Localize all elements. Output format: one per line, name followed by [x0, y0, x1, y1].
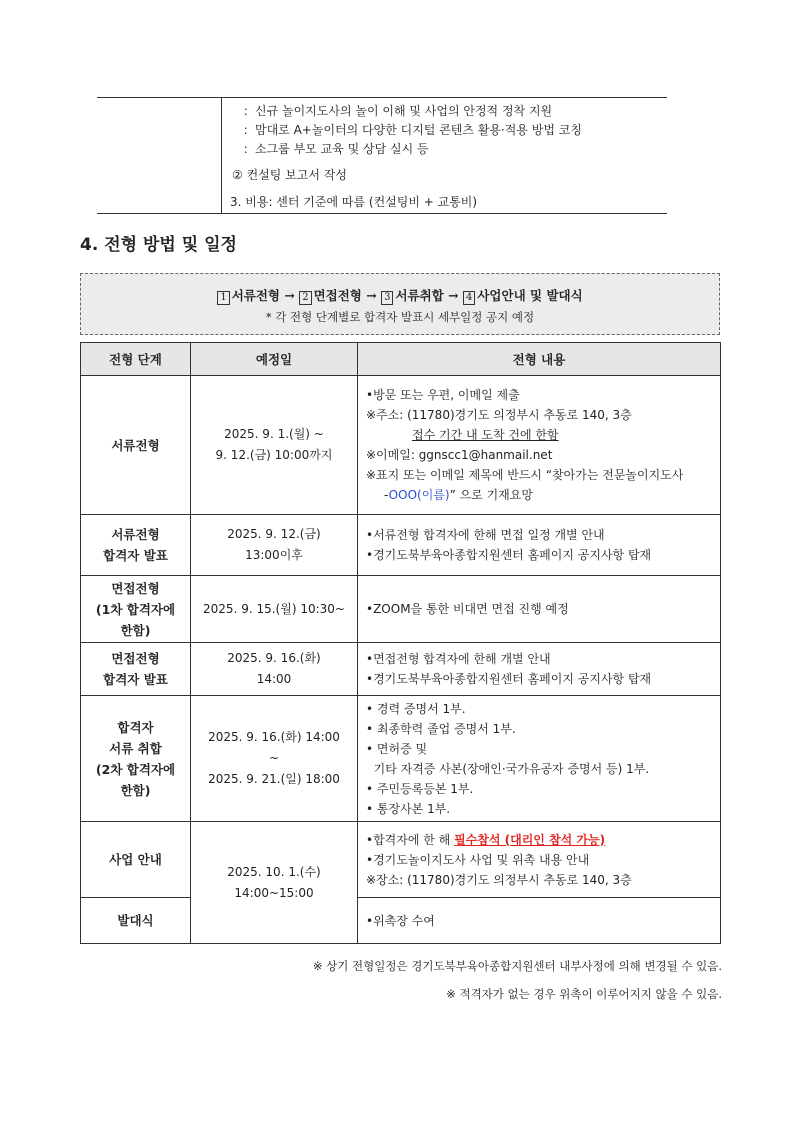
stage-cell: 서류전형: [81, 376, 191, 515]
content-cell: •ZOOM을 통한 비대면 면접 진행 예정: [358, 576, 721, 643]
date-cell: 2025. 9. 16.(화) 14:00: [191, 643, 358, 696]
footnote-schedule-change: ※ 상기 전형일정은 경기도북부육아종합지원센터 내부사정에 의해 변경될 수 있음.: [312, 959, 722, 973]
table-row: [81, 696, 721, 822]
stage-cell: 사업 안내: [81, 822, 191, 898]
header-content: 전형 내용: [358, 343, 721, 376]
process-flow-box: [80, 273, 720, 335]
step-number: 4: [463, 291, 475, 305]
content-cell: •서류전형 합격자에 한해 면접 일정 개별 안내 •경기도북부육아종합지원센터 홈페이지 공지사항 탑재: [358, 515, 721, 576]
content-cell: •방문 또는 우편, 이메일 제출 ※주소: (11780)경기도 의정부시 추동로 140, 3층 접수 기간 내 도착 건에 한함 ※이메일: ggnscc1@hanmail.net ※표지 또는 이메일 제목에 반드시 “찾아가는 전문놀이지도사 -OOO(이름)” 으로 기재요망: [358, 376, 721, 515]
table-row: [81, 822, 721, 898]
table-row: [81, 515, 721, 576]
support-line-2: ：맘대로 A+놀이터의 다양한 디지털 콘텐츠 활용·적용 방법 코칭: [243, 123, 582, 137]
stage-cell: 면접전형 합격자 발표: [81, 643, 191, 696]
table-row: [81, 376, 721, 515]
step-number: 1: [217, 291, 229, 305]
step-label: 서류전형: [231, 288, 280, 303]
table-row: [81, 898, 721, 944]
date-cell: 2025. 9. 1.(월) ~ 9. 12.(금) 10:00까지: [191, 376, 358, 515]
mandatory-attendance: 필수참석 (대리인 참석 가능): [454, 832, 606, 847]
stage-cell: 발대식: [81, 898, 191, 944]
stage-cell: 합격자 서류 취합 (2차 합격자에 한함): [81, 696, 191, 822]
table-row: [81, 643, 721, 696]
stage-cell: 면접전형 (1차 합격자에 한함): [81, 576, 191, 643]
footnote-no-qualified: ※ 적격자가 없는 경우 위촉이 이루어지지 않을 수 있음.: [446, 987, 722, 1001]
date-cell: 2025. 9. 16.(화) 14:00 ~ 2025. 9. 21.(일) 18:00: [191, 696, 358, 822]
section-heading: 4. 전형 방법 및 일정: [80, 235, 237, 255]
support-line-1: ：신규 놀이지도사의 놀이 이해 및 사업의 안정적 정착 지원: [243, 104, 553, 118]
table-row: [81, 576, 721, 643]
process-note: * 각 전형 단계별로 합격자 발표시 세부일정 공지 예정: [265, 310, 535, 324]
date-cell: 2025. 9. 12.(금) 13:00이후: [191, 515, 358, 576]
stage-cell: 서류전형 합격자 발표: [81, 515, 191, 576]
content-cell: •면접전형 합격자에 한해 개별 안내 •경기도북부육아종합지원센터 홈페이지 공지사항 탑재: [358, 643, 721, 696]
schedule-table: [80, 342, 721, 944]
previous-section-table: [97, 97, 667, 214]
step-label: 서류취합: [395, 288, 444, 303]
step-label: 면접전형: [313, 288, 362, 303]
step-number: 3: [381, 291, 393, 305]
process-flow: [81, 286, 719, 305]
header-stage: 전형 단계: [81, 343, 191, 376]
support-line-3: ：소그룹 부모 교육 및 상담 실시 등: [243, 142, 429, 156]
table-column-divider: [221, 98, 222, 213]
arrow-icon: →: [448, 288, 459, 303]
content-cell: •합격자에 한 해 필수참석 (대리인 참석 가능) •경기도놀이지도사 사업 및 위촉 내용 안내 ※장소: (11780)경기도 의정부시 추동로 140, 3층: [358, 822, 721, 898]
arrow-icon: →: [284, 288, 295, 303]
date-cell: 2025. 9. 15.(월) 10:30~: [191, 576, 358, 643]
date-cell: 2025. 10. 1.(수) 14:00~15:00: [191, 822, 358, 944]
header-date: 예정일: [191, 343, 358, 376]
table-header-row: [81, 343, 721, 376]
step-number: 2: [299, 291, 311, 305]
content-cell: • 경력 증명서 1부. • 최종학력 졸업 증명서 1부. • 면허증 및 기타 자격증 사본(장애인·국가유공자 증명서 등) 1부. • 주민등록등본 1부. • 통장사본 1부.: [358, 696, 721, 822]
arrow-icon: →: [366, 288, 377, 303]
cost-line: 3. 비용: 센터 기준에 따름 (컨설팅비 + 교통비): [230, 195, 478, 209]
consulting-report-line: ② 컨설팅 보고서 작성: [232, 168, 347, 182]
step-label: 사업안내 및 발대식: [477, 288, 583, 303]
content-cell: •위촉장 수여: [358, 898, 721, 944]
